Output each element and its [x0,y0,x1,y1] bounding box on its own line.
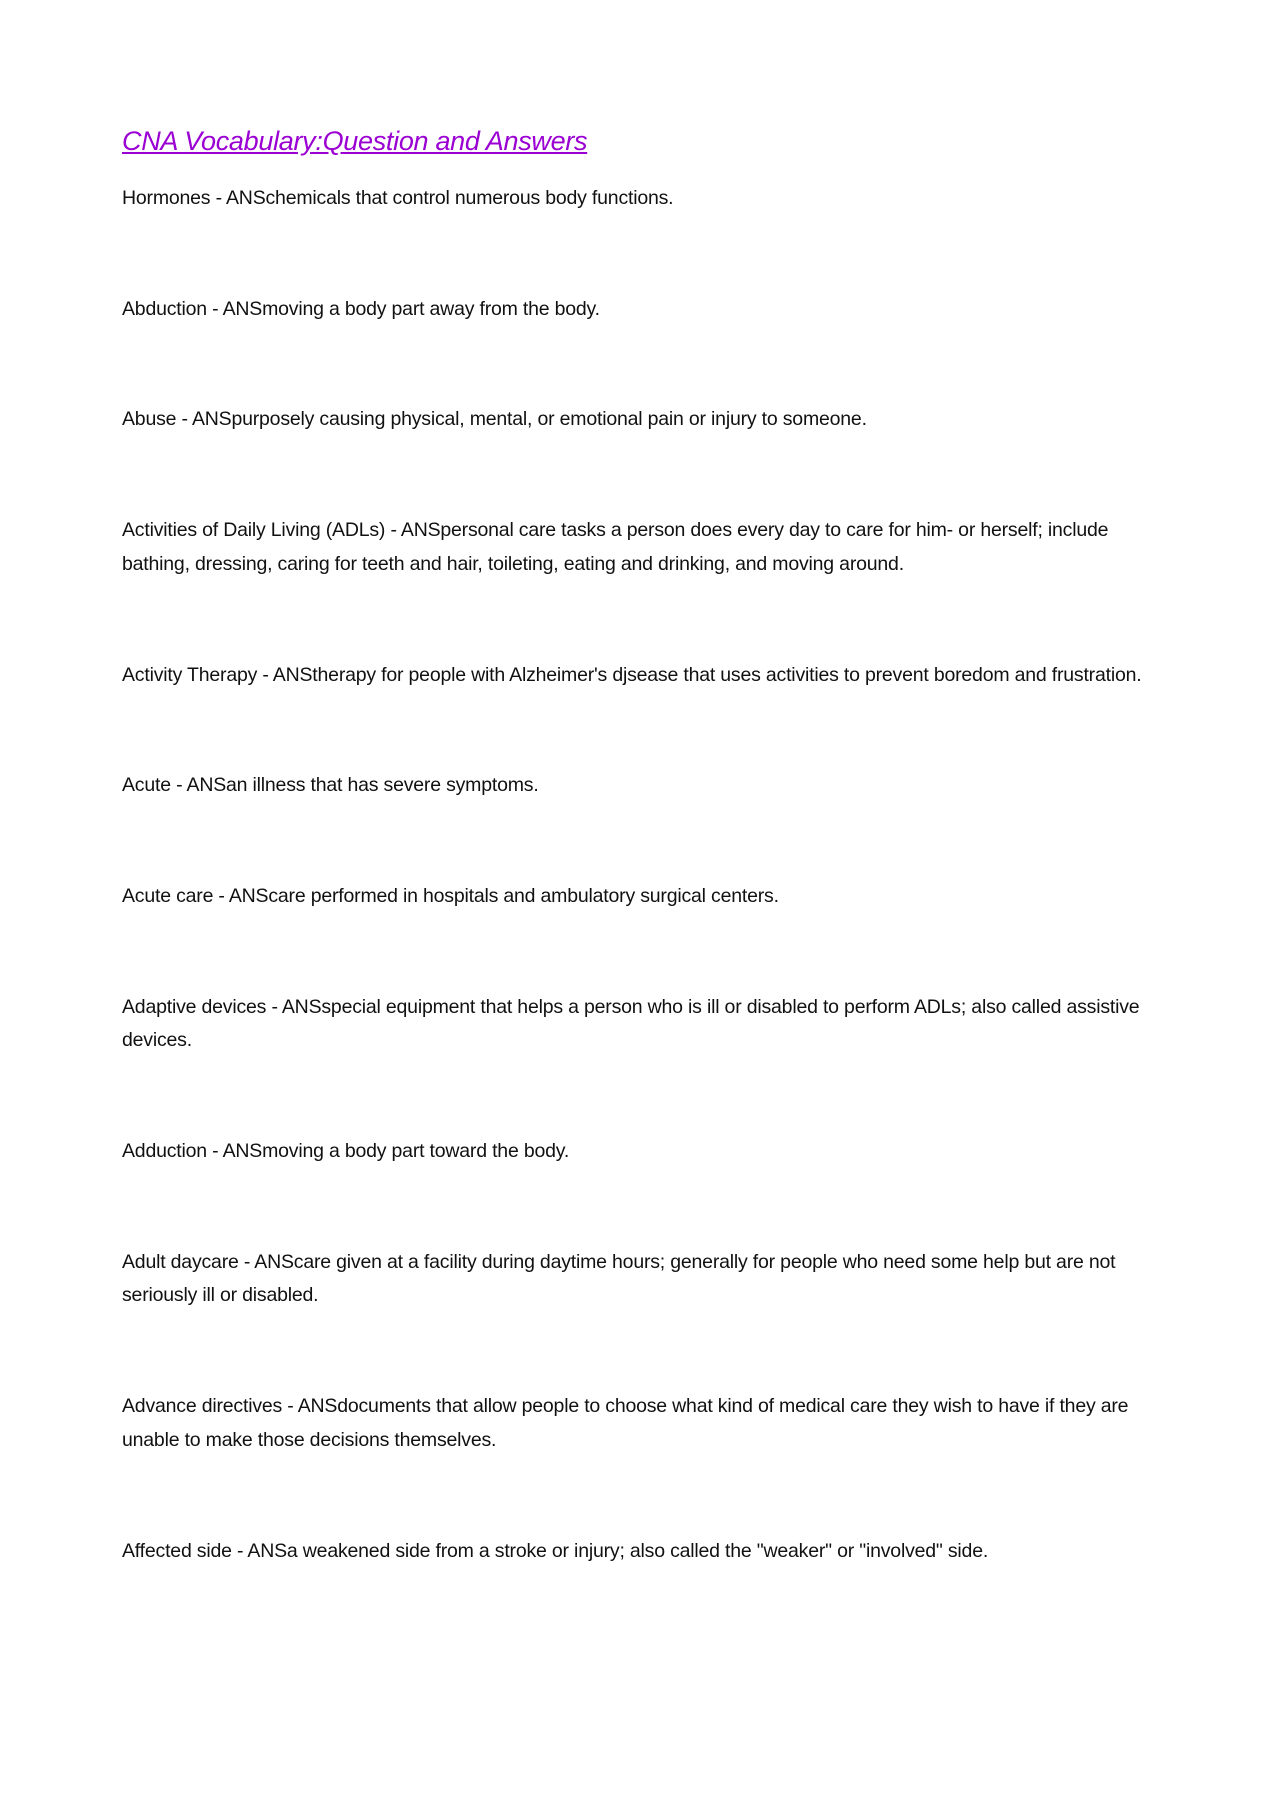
vocab-entry: Acute care - ANScare performed in hospitals and ambulatory surgical centers. [122,884,779,907]
vocab-entry: Activities of Daily Living (ADLs) - ANSpersonal care tasks a person does every day to care for him- or herself; include bathing, dressing, caring for teeth and hair, toileting, eating and drinking, and moving around. [122,519,1109,575]
vocab-entry: Adult daycare - ANScare given at a facility during daytime hours; generally for people who need some help but are not seriously ill or disabled. [122,1250,1116,1307]
vocab-entry: Adduction - ANSmoving a body part toward the body. [122,1140,570,1163]
document-page [122,124,1172,1645]
entry-list [122,182,1172,1568]
vocab-entry: Hormones - ANSchemicals that control numerous body functions. [122,187,674,209]
vocab-entry: Abuse - ANSpurposely causing physical, mental, or emotional pain or injury to someone. [122,408,867,431]
vocab-entry: Activity Therapy - ANStherapy for people with Alzheimer's djsease that uses activities to prevent boredom and frustration. [122,663,1142,686]
document-title: CNA Vocabulary:Question and Answers [122,126,588,156]
vocab-entry: Acute - ANSan illness that has severe symptoms. [122,774,539,797]
vocab-entry: Abduction - ANSmoving a body part away from the body. [122,297,600,320]
vocab-entry: Advance directives - ANSdocuments that allow people to choose what kind of medical care they wish to have if they are unable to make those decisions themselves. [122,1395,1129,1451]
vocab-entry: Affected side - ANSa weakened side from a stroke or injury; also called the "weaker" or "involved" side. [122,1539,989,1562]
vocab-entry: Adaptive devices - ANSspecial equipment that helps a person who is ill or disabled to perform ADLs; also called assistive devices. [122,995,1140,1052]
